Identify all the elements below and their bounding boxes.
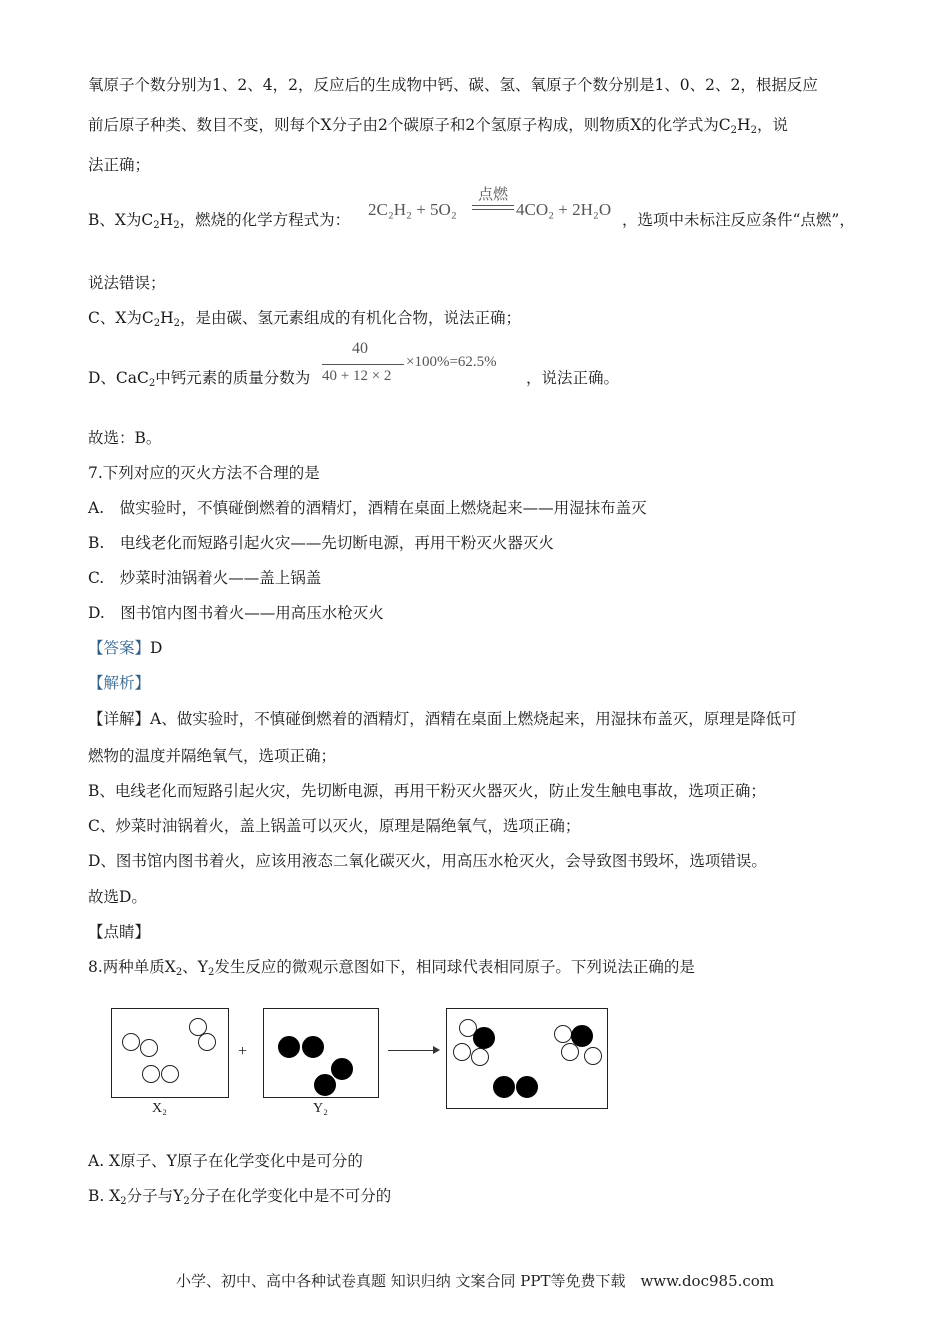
question-8-title: 8.两种单质$X_2$、$Y_2$发生反应的微观示意图如下，相同球代表相同原子。下列说法正确的是	[88, 958, 695, 978]
black-atom	[302, 1036, 324, 1058]
answer-tag: 【答案】	[88, 639, 151, 657]
equation-lhs: 2C₂H₂ + 5O₂	[368, 200, 457, 219]
x2-label: X₂	[152, 1101, 167, 1116]
x2-box	[111, 1008, 229, 1098]
white-atom	[554, 1025, 572, 1043]
text-line: ，选项中未标注反应条件“点燃”，	[622, 211, 855, 229]
question-8-option-a: A. X原子、Y原子在化学变化中是可分的	[88, 1152, 363, 1170]
plus-sign: +	[238, 1043, 248, 1060]
white-atom	[584, 1047, 602, 1065]
text-line: 前后原子种类、数目不变，则每个X分子由2个碳原子和2个氢原子构成，则物质X的化学式为$C_2H_2$，说	[88, 116, 788, 136]
equation-condition: 点燃	[477, 187, 508, 203]
analysis-tag: 【解析】	[88, 674, 151, 692]
equation-arrow	[472, 205, 514, 210]
text-line: C、X为$C_2H_2$，是由碳、氢元素组成的有机化合物，说法正确；	[88, 309, 522, 329]
detail-line: 【详解】A、做实验时，不慎碰倒燃着的酒精灯，酒精在桌面上燃烧起来，用湿抹布盖灭，原理是降低可	[88, 710, 797, 728]
product-box	[446, 1008, 608, 1109]
black-atom	[516, 1076, 538, 1098]
question-7-option-c: C. 炒菜时油锅着火——盖上锅盖	[88, 569, 322, 587]
question-7-title: 7.下列对应的灭火方法不合理的是	[88, 464, 320, 482]
text-line: B、电线老化而短路引起火灾，先切断电源，再用干粉灭火器灭火，防止发生触电事故，选项正确；	[88, 782, 766, 800]
text-line: 故选：B。	[88, 429, 162, 447]
text-line: 法正确；	[88, 156, 151, 174]
fraction-denominator: 40 + 12 × 2	[322, 368, 392, 384]
y2-box	[263, 1008, 379, 1098]
fraction-numerator: 40	[352, 340, 368, 357]
y2-label: Y₂	[313, 1101, 328, 1116]
text-line: D、图书馆内图书着火，应该用液态二氧化碳灭火，用高压水枪灭火，会导致图书毁坏，选项错误。	[88, 852, 767, 870]
text-line: ，说法正确。	[526, 369, 620, 387]
white-atom	[453, 1043, 471, 1061]
fraction-bar	[322, 364, 404, 365]
text-line: 燃物的温度并隔绝氧气，选项正确；	[88, 747, 337, 765]
text-line: B、X为$C_2H_2$，燃烧的化学方程式为：	[88, 211, 351, 231]
text-line: 氧原子个数分别为1、2、4，2，反应后的生成物中钙、碳、氢、氧原子个数分别是1、0、2、2，根据反应	[88, 76, 818, 94]
mass-fraction-formula	[322, 340, 522, 390]
equation-rhs: 4CO₂ + 2H₂O	[516, 200, 612, 219]
detail-tag: 【详解】	[88, 710, 151, 728]
white-atom	[142, 1065, 160, 1083]
text-line: C、炒菜时油锅着火，盖上锅盖可以灭火，原理是隔绝氧气，选项正确；	[88, 817, 581, 835]
text-line: 说法错误；	[88, 274, 166, 292]
text-line: 故选D。	[88, 888, 147, 906]
question-7-option-a: A. 做实验时，不慎碰倒燃着的酒精灯，酒精在桌面上燃烧起来——用湿抹布盖灭	[88, 499, 647, 517]
answer-line	[88, 637, 162, 659]
white-atom	[198, 1033, 216, 1051]
white-atom	[561, 1043, 579, 1061]
answer-value: D	[150, 639, 163, 657]
reaction-arrow	[388, 1050, 438, 1051]
question-8-option-b: B. $X_2$分子与$Y_2$分子在化学变化中是不可分的	[88, 1187, 392, 1207]
white-atom	[471, 1048, 489, 1066]
tip-tag: 【点睛】	[88, 923, 151, 941]
black-atom	[473, 1027, 495, 1049]
text-line: D、CaC$_2$中钙元素的质量分数为	[88, 369, 311, 389]
black-atom	[314, 1074, 336, 1096]
question-7-option-b: B. 电线老化而短路引起火灾——先切断电源，再用干粉灭火器灭火	[88, 534, 554, 552]
page-footer: 小学、初中、高中各种试卷真题 知识归纳 文案合同 PPT等免费下载 www.doc985.com	[175, 1272, 775, 1290]
white-atom	[140, 1039, 158, 1057]
black-atom	[493, 1076, 515, 1098]
black-atom	[278, 1036, 300, 1058]
arrow-head-icon	[433, 1046, 440, 1054]
white-atom	[122, 1033, 140, 1051]
fraction-tail: ×100%=62.5%	[406, 354, 497, 370]
question-7-option-d: D. 图书馆内图书着火——用高压水枪灭火	[88, 604, 384, 622]
white-atom	[161, 1065, 179, 1083]
black-atom	[331, 1058, 353, 1080]
